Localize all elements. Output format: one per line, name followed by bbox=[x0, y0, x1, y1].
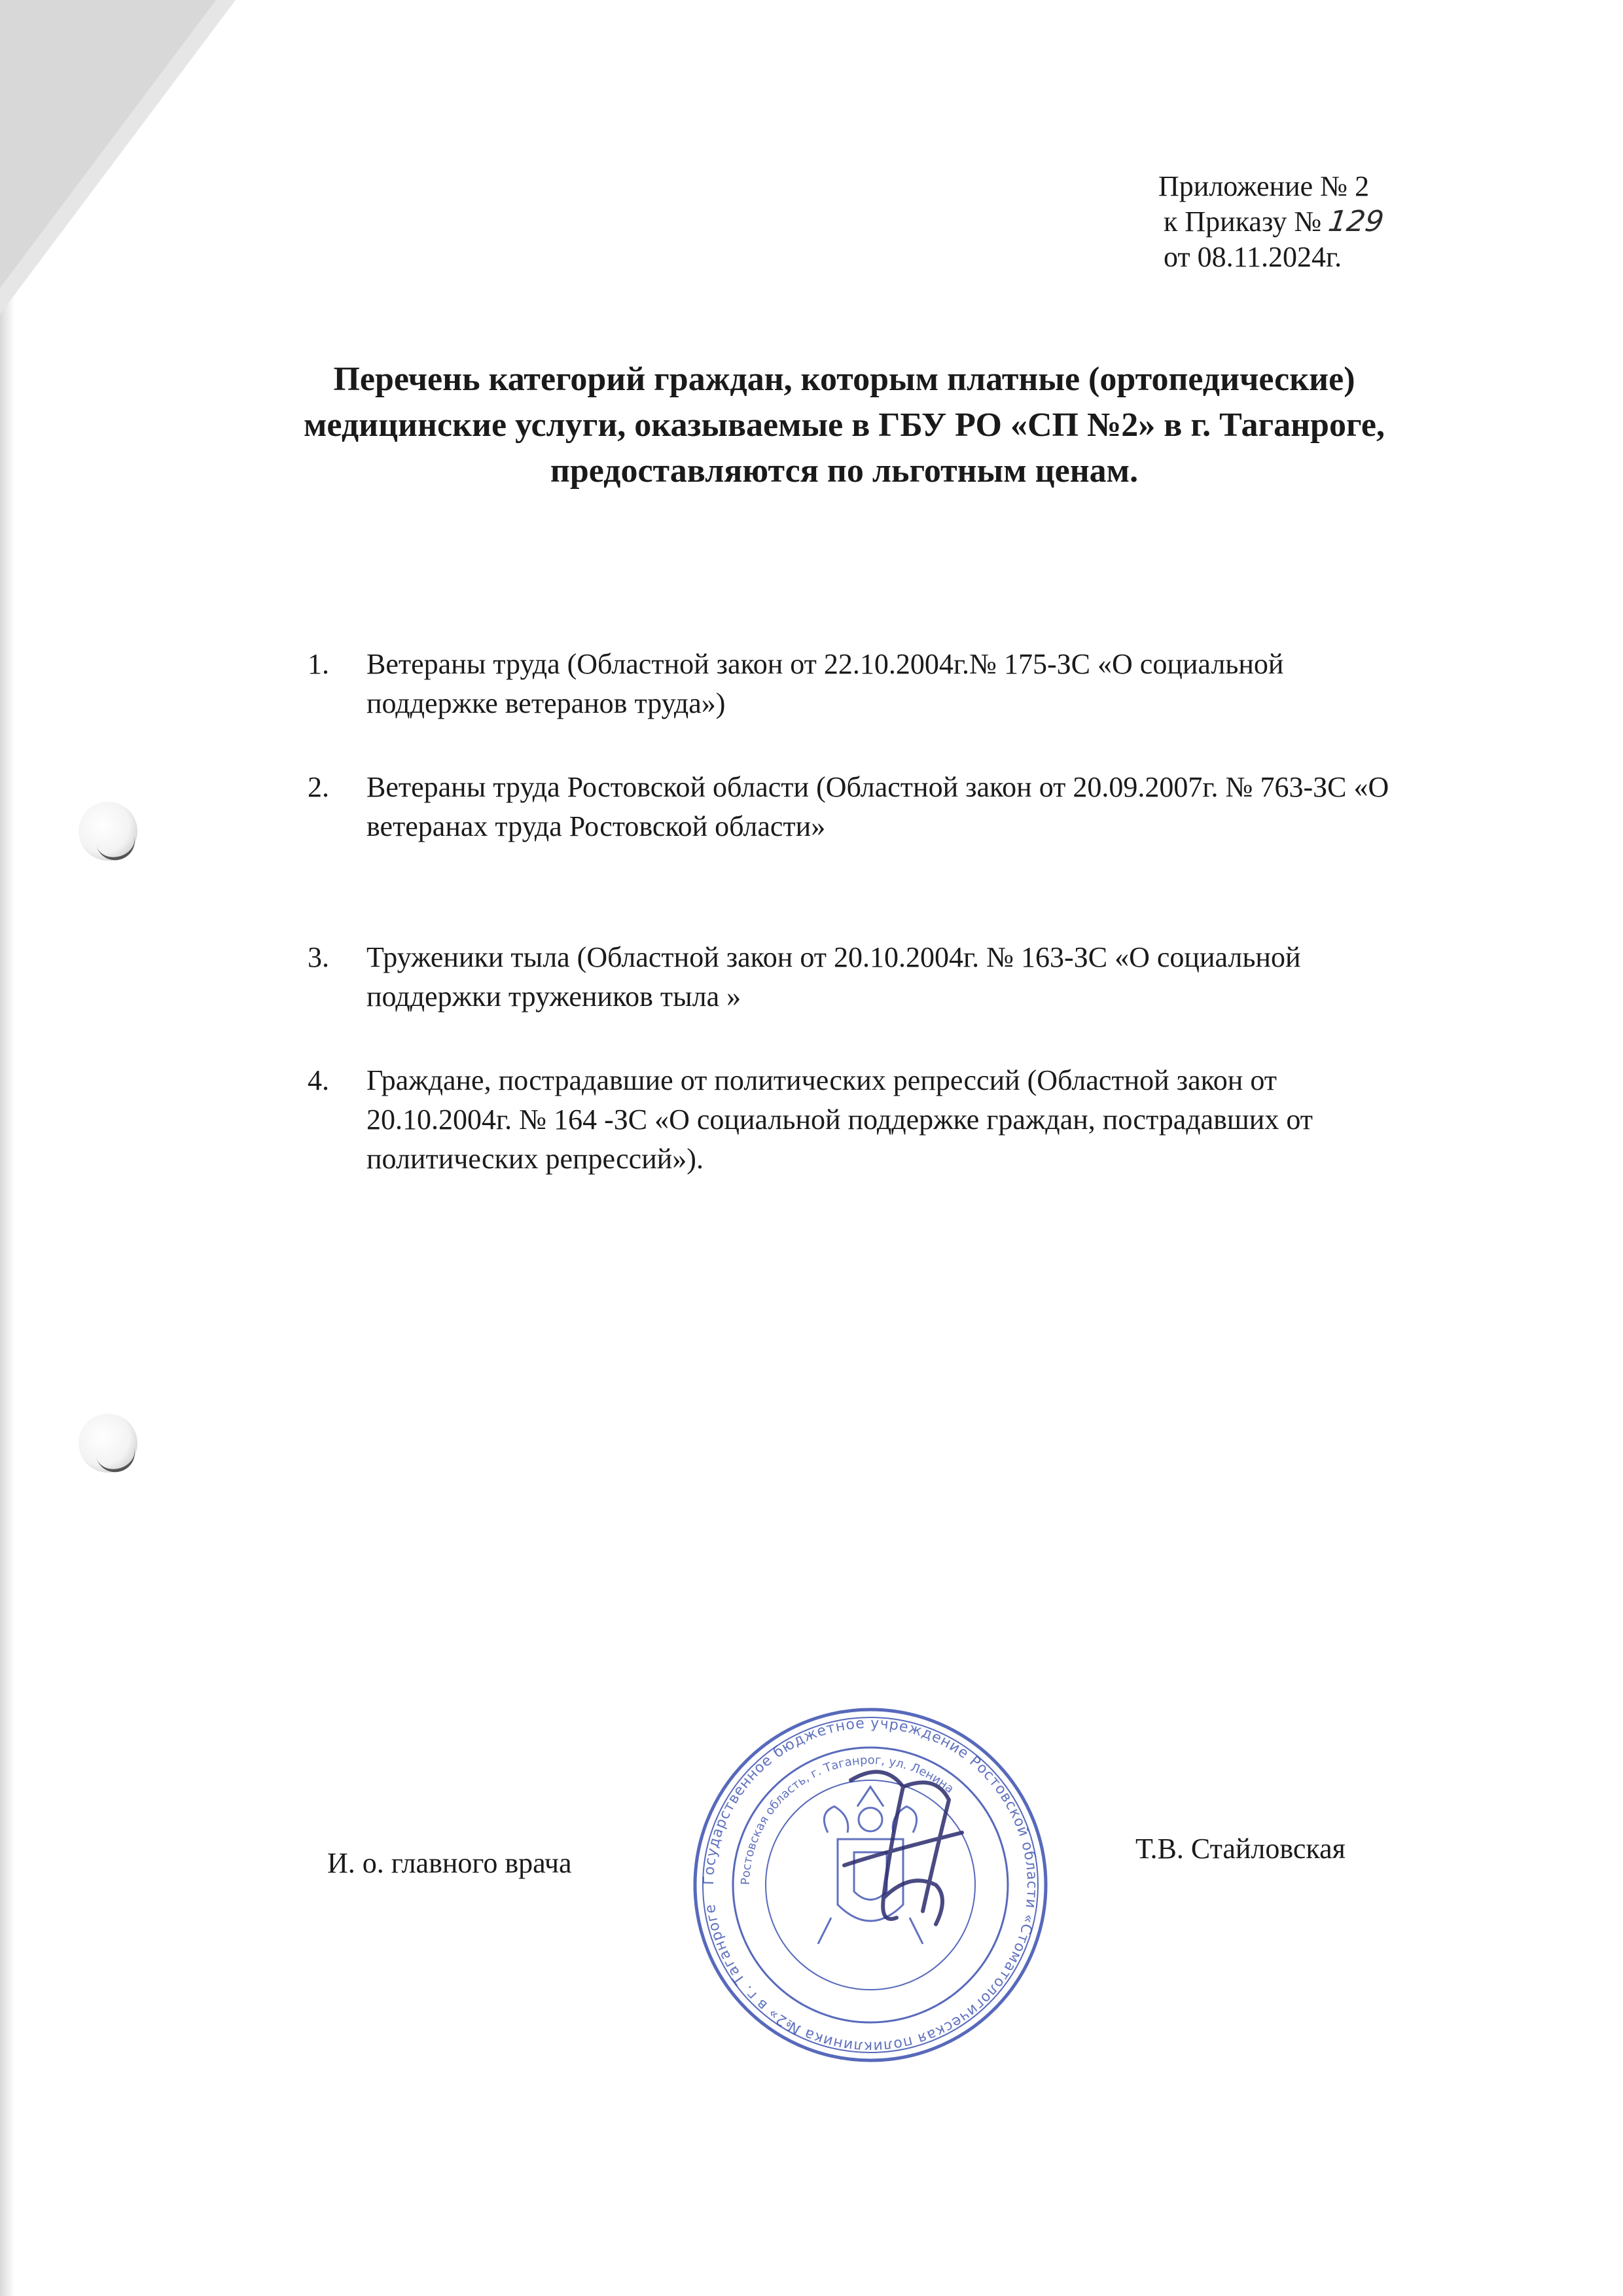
svg-text:Ростовская область, г. Таганро: Ростовская область, г. Таганрог, ул. Ленина bbox=[738, 1753, 957, 1886]
punch-hole-top bbox=[79, 802, 137, 861]
svg-text:Государственное бюджетное учре: Государственное бюджетное учреждение Ростовской области «Стоматологическая поликлиника №2» в г. Таганроге bbox=[700, 1715, 1041, 2055]
signatory-position: И. о. главного врача bbox=[327, 1847, 572, 1879]
annex-number: Приложение № 2 bbox=[1158, 170, 1370, 202]
scan-left-edge bbox=[0, 0, 14, 2296]
annex-order-number: 129 bbox=[1326, 205, 1387, 238]
title-line-1: Перечень категорий граждан, которым платные (ортопедические) bbox=[333, 361, 1355, 398]
official-stamp bbox=[687, 1702, 1054, 2068]
list-item-number: 3. bbox=[308, 941, 329, 973]
document-title bbox=[196, 357, 1492, 494]
signatory-name: Т.В. Стайловская bbox=[1135, 1833, 1346, 1865]
list-item bbox=[308, 1061, 1564, 1179]
list-item-line: ветеранах труда Ростовской области» bbox=[366, 810, 826, 842]
category-list bbox=[308, 645, 1564, 1179]
list-item-number: 1. bbox=[308, 648, 329, 680]
folded-corner bbox=[0, 0, 236, 314]
list-item-line: Ветераны труда (Областной закон от 22.10.2004г.№ 175-ЗС «О социальной bbox=[366, 648, 1284, 680]
title-line-3: предоставляются по льготным ценам. bbox=[550, 452, 1139, 490]
list-item-line: 20.10.2004г. № 164 -ЗС «О социальной поддержке граждан, пострадавших от bbox=[366, 1103, 1313, 1136]
annex-order-line bbox=[1158, 204, 1387, 240]
list-item bbox=[308, 768, 1564, 846]
annex-order-prefix: к Приказу № bbox=[1164, 206, 1322, 238]
list-item-line: политических репрессий»). bbox=[366, 1143, 704, 1175]
list-item bbox=[308, 938, 1564, 1016]
list-item-number: 4. bbox=[308, 1064, 329, 1096]
list-item-line: Труженики тыла (Областной закон от 20.10.2004г. № 163-ЗС «О социальной bbox=[366, 941, 1301, 973]
list-item-line: поддержки тружеников тыла » bbox=[366, 980, 741, 1013]
annex-header bbox=[1158, 169, 1387, 275]
annex-date: от 08.11.2024г. bbox=[1164, 241, 1342, 273]
title-line-2: медицинские услуги, оказываемые в ГБУ РО «СП №2» в г. Таганроге, bbox=[304, 406, 1385, 444]
punch-hole-bottom bbox=[79, 1414, 137, 1473]
list-item-line: Ветераны труда Ростовской области (Областной закон от 20.09.2007г. № 763-ЗС «О bbox=[366, 771, 1389, 803]
list-item-number: 2. bbox=[308, 771, 329, 803]
list-item-line: Граждане, пострадавшие от политических репрессий (Областной закон от bbox=[366, 1064, 1277, 1096]
list-item bbox=[308, 645, 1564, 723]
list-item-line: поддержке ветеранов труда») bbox=[366, 687, 726, 719]
